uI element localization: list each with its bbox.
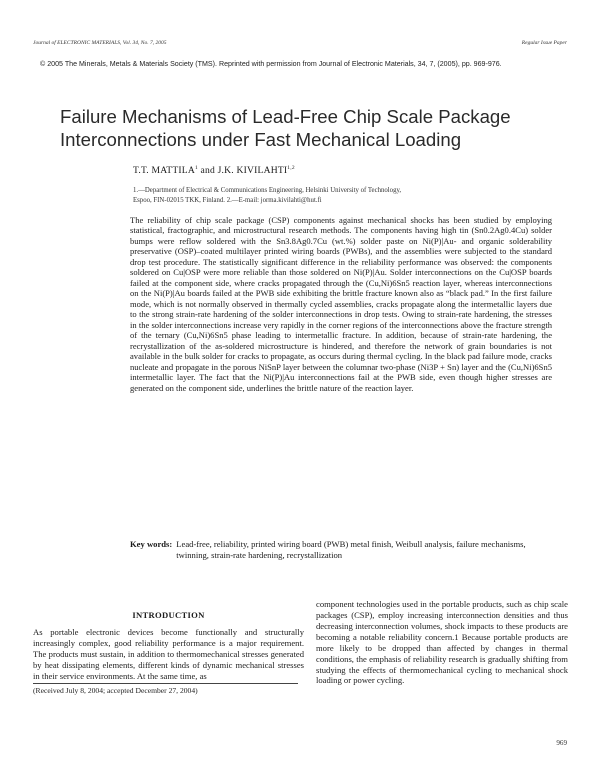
abstract: The reliability of chip scale package (CSP) components against mechanical shocks has been studied by employing statistical, fractographic, and microstructural research methods. The components having high tin (Sn0.2Ag0.4Cu) solder bumps were reflow soldered with the Sn3.8Ag0.7Cu (wt.%) solder paste on Ni(P)|Au- and organic solderability preservative (OSP)–coated multilayer printed wiring boards (PWBs), and the assemblies were subjected to the standard drop test procedure. The statistically significant difference in the reliability performance was observed: the components soldered on Cu|OSP were more reliable than those soldered on Ni(P)|Au. Solder interconnections on the Cu|OSP boards failed at the component side, where cracks propagated through the (Cu,Ni)6Sn5 reaction layer, whereas interconnections on the Ni(P)|Au boards failed at the PWB side exhibiting the brittle fracture known also as “black pad.” In the first failure mode, which is not normally observed in thermally cycled assemblies, cracks propagate along the intermetallic layers due to the strong strain-rate hardening of the solder interconnections in drop tests. Owing to strain-rate hardening, the stresses in the solder interconnections increase very rapidly in the corner regions of the interconnections above the fracture strength of the ternary (Cu,Ni)6Sn5 phase leading to intermetallic fracture. In addition, because of strain-rate hardening, the recrystallization of the as-soldered microstructure is hindered, and therefore the network of grain boundaries is not available in the bulk solder for cracks to propagate, as occurs during thermal cycling. In the black pad failure mode, cracks nucleate and propagate in the porous NiSnP layer between the columnar two-phase (Ni3P + Sn) layer and the (Cu,Ni)6Sn5 intermetallic layer. The fact that the Ni(P)|Au interconnections fail at the PWB side, even though higher stresses are generated on the component side, underlines the brittle nature of the reaction layer.	[130, 215, 552, 393]
body-column-left	[33, 610, 304, 682]
author-affiliation-mark: 1,2	[287, 165, 295, 171]
section-heading-introduction: INTRODUCTION	[132, 610, 205, 620]
affiliation-line: Espoo, FIN-02015 TKK, Finland. 2.—E-mail: jorma.kivilahti@hut.fi	[133, 196, 322, 204]
paper-title	[60, 106, 560, 151]
running-header-issue-type: Regular Issue Paper	[521, 40, 567, 46]
keywords-text: Lead-free, reliability, printed wiring board (PWB) metal finish, Weibull analysis, failure mechanisms, twinning, strain-rate hardening, recrystallization	[176, 539, 526, 560]
title-line-2: Interconnections under Fast Mechanical Loading	[60, 128, 462, 150]
footnote-divider	[33, 683, 298, 684]
title-line-1: Failure Mechanisms of Lead-Free Chip Scale Package	[60, 106, 511, 127]
author-name: J.K. KIVILAHTI	[217, 165, 288, 177]
running-header-journal: Journal of ELECTRONIC MATERIALS, Vol. 34, No. 7, 2005	[33, 40, 167, 46]
author-separator: and	[197, 165, 218, 177]
keywords	[130, 539, 552, 561]
author-name: T.T. MATTILA	[133, 165, 195, 177]
received-dates: (Received July 8, 2004; accepted December 27, 2004)	[33, 686, 198, 695]
body-column-right	[316, 599, 568, 686]
page-number: 969	[556, 739, 567, 747]
copyright-notice: © 2005 The Minerals, Metals & Materials Society (TMS). Reprinted with permission from Journal of Electronic Materials, 34, 7, (2005), pp. 969-976.	[40, 60, 502, 68]
affiliation-line: 1.—Department of Electrical & Communications Engineering, Helsinki University of Technology,	[133, 187, 402, 194]
introduction-paragraph-continued: component technologies used in the portable products, such as chip scale packages (CSP), employ increasing interconnection densities and thus decreasing interconnection volumes, shock impacts to these products are becoming a notable reliability concern.1 Because portable products are more likely to be dropped than affected by changes in thermal conditions, the emphasis of reliability research is gradually shifting from studying the effects of thermomechanical cycling to mechanical shock loading or power cycling.	[316, 599, 568, 686]
keywords-label: Key words:	[130, 539, 173, 549]
author-list	[133, 165, 295, 176]
introduction-paragraph: As portable electronic devices become functionally and structurally increasingly complex, good reliability performance is a major requirement. The products must sustain, in addition to thermomechanical stresses generated by heat dissipating elements, different kinds of dynamic mechanical stresses in their service environments. At the same time, as	[33, 626, 304, 681]
affiliations	[133, 186, 553, 205]
author-affiliation-mark: 1	[195, 165, 198, 171]
